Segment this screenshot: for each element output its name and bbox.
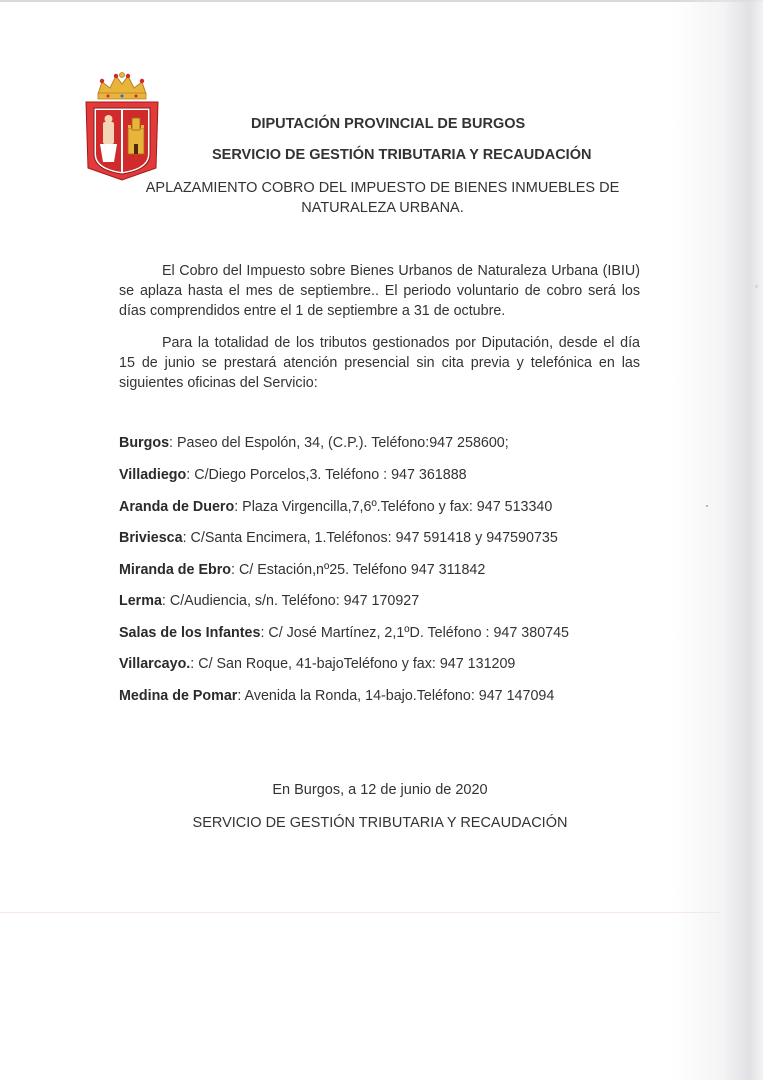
office-details: Paseo del Espolón, 34, (C.P.). Teléfono:947 258600; [173, 435, 509, 451]
office-name: Aranda de Duero [119, 499, 235, 515]
office-name: Medina de Pomar [119, 688, 238, 704]
signature-service: SERVICIO DE GESTIÓN TRIBUTARIA Y RECAUDACIÓN [192, 815, 568, 831]
scan-top-edge [0, 0, 763, 2]
scan-fold-line [0, 912, 720, 913]
office-name: Villadiego [119, 467, 187, 483]
office-details: C/Audiencia, s/n. Teléfono: 947 170927 [165, 593, 420, 609]
office-entry-villadiego: Villadiego: C/Diego Porcelos,3. Teléfono : 947 361888 [119, 467, 467, 483]
office-name: Salas de los Infantes [119, 625, 261, 641]
body-paragraph-1: El Cobro del Impuesto sobre Bienes Urbanos de Naturaleza Urbana (IBIU) se aplaza hasta el mes de septiembre.. El periodo voluntario de cobro será los días comprendidos entre el 1 de septiembre a 31 de octubre. [119, 263, 640, 319]
organization-title: DIPUTACIÓN PROVINCIAL DE BURGOS [251, 116, 526, 132]
subject-line-1: APLAZAMIENTO COBRO DEL IMPUESTO DE BIENES INMUEBLES DE [145, 180, 620, 196]
document-subject [130, 178, 635, 218]
office-name: Briviesca [119, 530, 183, 546]
body-paragraph-2: Para la totalidad de los tributos gestionados por Diputación, desde el día 15 de junio se prestará atención presencial sin cita previa y telefónica en las siguientes oficinas del Servicio: [119, 335, 640, 391]
office-entry-salas: Salas de los Infantes: C/ José Martínez, 2,1ºD. Teléfono : 947 380745 [119, 625, 570, 641]
office-details: Plaza Virgencilla,7,6º.Teléfono y fax: 947 513340 [238, 499, 553, 515]
office-name: Lerma [119, 593, 162, 609]
office-name: Villarcayo. [119, 656, 191, 672]
office-entry-briviesca: Briviesca: C/Santa Encimera, 1.Teléfonos: 947 591418 y 947590735 [119, 530, 558, 546]
office-name: Miranda de Ebro [119, 562, 232, 578]
place-and-date: En Burgos, a 12 de junio de 2020 [272, 782, 488, 798]
scan-edge-shadow [673, 0, 763, 1080]
office-details: C/ San Roque, 41-bajoTeléfono y fax: 947 131209 [194, 656, 516, 672]
office-details: Avenida la Ronda, 14-bajo.Teléfono: 947 147094 [241, 688, 555, 704]
office-details: C/ Estación,nº25. Teléfono 947 311842 [235, 562, 486, 578]
office-details: C/Diego Porcelos,3. Teléfono : 947 361888 [190, 467, 467, 483]
office-entry-villarcayo: Villarcayo.: C/ San Roque, 41-bajoTeléfono y fax: 947 131209 [119, 656, 516, 672]
subject-line-2: NATURALEZA URBANA. [301, 200, 464, 216]
coat-of-arms-icon [84, 72, 160, 182]
scan-speck [706, 505, 708, 507]
office-details: C/ José Martínez, 2,1ºD. Teléfono : 947 380745 [264, 625, 570, 641]
service-title: SERVICIO DE GESTIÓN TRIBUTARIA Y RECAUDACIÓN [212, 147, 592, 163]
office-entry-aranda: Aranda de Duero: Plaza Virgencilla,7,6º.Teléfono y fax: 947 513340 [119, 499, 553, 515]
office-entry-medina: Medina de Pomar: Avenida la Ronda, 14-bajo.Teléfono: 947 147094 [119, 688, 555, 704]
office-entry-burgos: Burgos: Paseo del Espolón, 34, (C.P.). Teléfono:947 258600; [119, 435, 509, 451]
scan-speck [755, 285, 758, 288]
office-details: C/Santa Encimera, 1.Teléfonos: 947 591418 y 947590735 [186, 530, 558, 546]
office-entry-lerma: Lerma: C/Audiencia, s/n. Teléfono: 947 170927 [119, 593, 420, 609]
office-entry-miranda: Miranda de Ebro: C/ Estación,nº25. Teléfono 947 311842 [119, 562, 486, 578]
office-name: Burgos [119, 435, 170, 451]
